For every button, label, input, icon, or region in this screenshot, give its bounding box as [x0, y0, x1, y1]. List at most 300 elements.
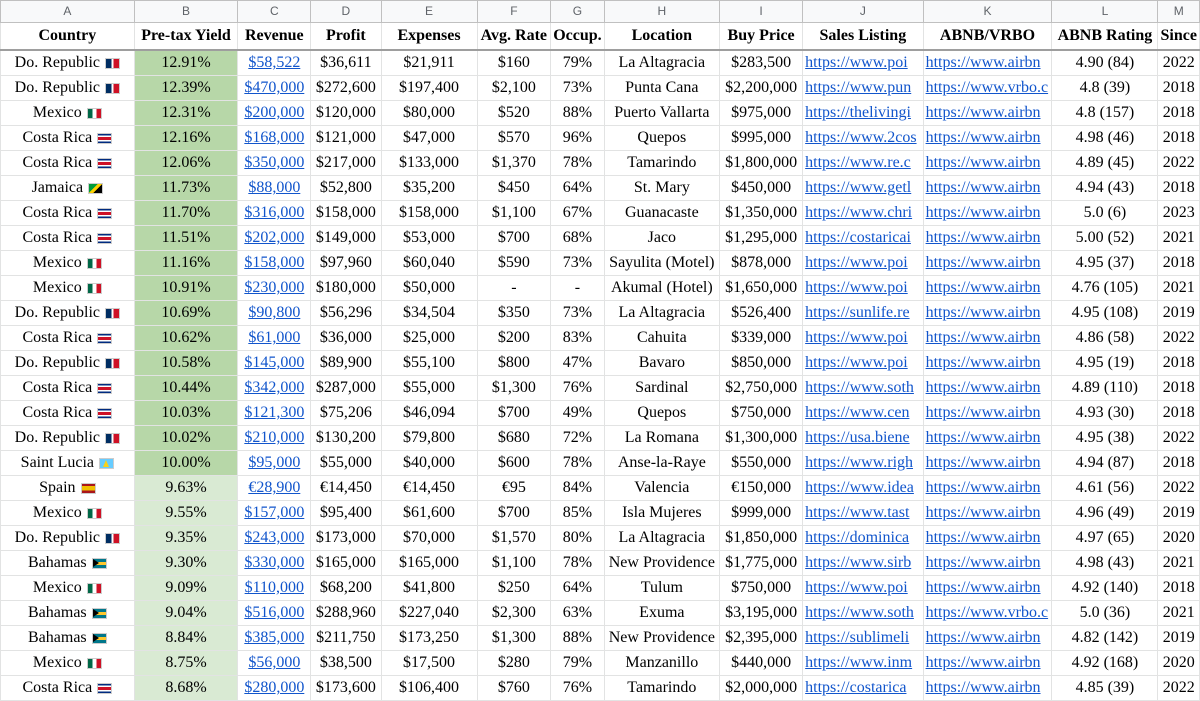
header-cell[interactable]: Since	[1158, 23, 1200, 51]
profit-cell[interactable]: $173,000	[311, 526, 381, 551]
buy-price-cell[interactable]: $2,750,000	[720, 376, 803, 401]
expenses-cell[interactable]: $133,000	[381, 151, 477, 176]
abnb-link[interactable]: https://www.airbn	[923, 251, 1052, 276]
yield-cell[interactable]: 8.84%	[134, 626, 238, 651]
profit-cell[interactable]: $97,960	[311, 251, 381, 276]
revenue-link[interactable]: $230,000	[238, 276, 311, 301]
buy-price-cell[interactable]: $999,000	[720, 501, 803, 526]
revenue-link[interactable]: $168,000	[238, 126, 311, 151]
column-letter-l[interactable]: L	[1052, 1, 1158, 23]
revenue-link[interactable]: $158,000	[238, 251, 311, 276]
revenue-link[interactable]: $280,000	[238, 676, 311, 701]
expenses-cell[interactable]: $55,000	[381, 376, 477, 401]
revenue-link[interactable]: $157,000	[238, 501, 311, 526]
buy-price-cell[interactable]: $440,000	[720, 651, 803, 676]
rate-cell[interactable]: $1,370	[477, 151, 551, 176]
location-cell[interactable]: Valencia	[604, 476, 719, 501]
revenue-link[interactable]: $316,000	[238, 201, 311, 226]
abnb-link[interactable]: https://www.vrbo.c	[923, 76, 1052, 101]
sales-listing-link[interactable]: https://www.poi	[803, 50, 923, 76]
location-cell[interactable]: New Providence	[604, 626, 719, 651]
rate-cell[interactable]: $160	[477, 50, 551, 76]
country-cell[interactable]	[1, 576, 135, 601]
occupancy-cell[interactable]: 64%	[551, 176, 604, 201]
location-cell[interactable]: Anse-la-Raye	[604, 451, 719, 476]
rate-cell[interactable]: $590	[477, 251, 551, 276]
expenses-cell[interactable]: $165,000	[381, 551, 477, 576]
since-cell[interactable]: 2019	[1158, 626, 1200, 651]
abnb-link[interactable]: https://www.airbn	[923, 676, 1052, 701]
buy-price-cell[interactable]: $1,350,000	[720, 201, 803, 226]
occupancy-cell[interactable]: 80%	[551, 526, 604, 551]
rating-cell[interactable]: 4.96 (49)	[1052, 501, 1158, 526]
column-letter-b[interactable]: B	[134, 1, 238, 23]
abnb-link[interactable]: https://www.airbn	[923, 101, 1052, 126]
revenue-link[interactable]: $58,522	[238, 50, 311, 76]
since-cell[interactable]: 2021	[1158, 276, 1200, 301]
rating-cell[interactable]: 4.93 (30)	[1052, 401, 1158, 426]
since-cell[interactable]: 2018	[1158, 101, 1200, 126]
profit-cell[interactable]: $55,000	[311, 451, 381, 476]
yield-cell[interactable]: 9.63%	[134, 476, 238, 501]
profit-cell[interactable]: $130,200	[311, 426, 381, 451]
rating-cell[interactable]: 5.0 (6)	[1052, 201, 1158, 226]
profit-cell[interactable]: $180,000	[311, 276, 381, 301]
rating-cell[interactable]: 5.0 (36)	[1052, 601, 1158, 626]
expenses-cell[interactable]: $21,911	[381, 50, 477, 76]
profit-cell[interactable]: $158,000	[311, 201, 381, 226]
location-cell[interactable]: Isla Mujeres	[604, 501, 719, 526]
abnb-link[interactable]: https://www.airbn	[923, 401, 1052, 426]
sales-listing-link[interactable]: https://www.righ	[803, 451, 923, 476]
location-cell[interactable]: Tulum	[604, 576, 719, 601]
header-cell[interactable]: Avg. Rate	[477, 23, 551, 51]
column-letter-h[interactable]: H	[604, 1, 719, 23]
profit-cell[interactable]: $120,000	[311, 101, 381, 126]
location-cell[interactable]: Akumal (Hotel)	[604, 276, 719, 301]
rate-cell[interactable]: $200	[477, 326, 551, 351]
expenses-cell[interactable]: $158,000	[381, 201, 477, 226]
since-cell[interactable]: 2019	[1158, 301, 1200, 326]
buy-price-cell[interactable]: $1,295,000	[720, 226, 803, 251]
occupancy-cell[interactable]: 73%	[551, 251, 604, 276]
since-cell[interactable]: 2018	[1158, 126, 1200, 151]
occupancy-cell[interactable]: 73%	[551, 301, 604, 326]
profit-cell[interactable]: $217,000	[311, 151, 381, 176]
since-cell[interactable]: 2018	[1158, 351, 1200, 376]
country-cell[interactable]	[1, 476, 135, 501]
buy-price-cell[interactable]: €150,000	[720, 476, 803, 501]
abnb-link[interactable]: https://www.vrbo.c	[923, 601, 1052, 626]
location-cell[interactable]: La Romana	[604, 426, 719, 451]
revenue-link[interactable]: $88,000	[238, 176, 311, 201]
abnb-link[interactable]: https://www.airbn	[923, 201, 1052, 226]
column-letter-j[interactable]: J	[803, 1, 923, 23]
expenses-cell[interactable]: $34,504	[381, 301, 477, 326]
revenue-link[interactable]: $145,000	[238, 351, 311, 376]
country-cell[interactable]	[1, 151, 135, 176]
column-letter-e[interactable]: E	[381, 1, 477, 23]
rate-cell[interactable]: $600	[477, 451, 551, 476]
occupancy-cell[interactable]: 79%	[551, 50, 604, 76]
revenue-link[interactable]: $516,000	[238, 601, 311, 626]
occupancy-cell[interactable]: 72%	[551, 426, 604, 451]
profit-cell[interactable]: $149,000	[311, 226, 381, 251]
location-cell[interactable]: Quepos	[604, 126, 719, 151]
country-cell[interactable]	[1, 401, 135, 426]
expenses-cell[interactable]: $47,000	[381, 126, 477, 151]
profit-cell[interactable]: $165,000	[311, 551, 381, 576]
since-cell[interactable]: 2018	[1158, 451, 1200, 476]
yield-cell[interactable]: 10.91%	[134, 276, 238, 301]
revenue-link[interactable]: $243,000	[238, 526, 311, 551]
expenses-cell[interactable]: $40,000	[381, 451, 477, 476]
sales-listing-link[interactable]: https://www.cen	[803, 401, 923, 426]
sales-listing-link[interactable]: https://www.tast	[803, 501, 923, 526]
country-cell[interactable]	[1, 126, 135, 151]
location-cell[interactable]: Sayulita (Motel)	[604, 251, 719, 276]
abnb-link[interactable]: https://www.airbn	[923, 551, 1052, 576]
column-letter-m[interactable]: M	[1158, 1, 1200, 23]
rate-cell[interactable]: $1,300	[477, 376, 551, 401]
profit-cell[interactable]: $121,000	[311, 126, 381, 151]
sales-listing-link[interactable]: https://www.poi	[803, 576, 923, 601]
country-cell[interactable]	[1, 176, 135, 201]
yield-cell[interactable]: 11.51%	[134, 226, 238, 251]
rating-cell[interactable]: 4.95 (38)	[1052, 426, 1158, 451]
occupancy-cell[interactable]: 76%	[551, 376, 604, 401]
yield-cell[interactable]: 12.31%	[134, 101, 238, 126]
sales-listing-link[interactable]: https://costarica	[803, 676, 923, 701]
country-cell[interactable]	[1, 50, 135, 76]
column-letter-g[interactable]: G	[551, 1, 604, 23]
since-cell[interactable]: 2023	[1158, 201, 1200, 226]
rating-cell[interactable]: 4.61 (56)	[1052, 476, 1158, 501]
location-cell[interactable]: St. Mary	[604, 176, 719, 201]
occupancy-cell[interactable]: 85%	[551, 501, 604, 526]
expenses-cell[interactable]: $17,500	[381, 651, 477, 676]
since-cell[interactable]: 2019	[1158, 501, 1200, 526]
country-cell[interactable]	[1, 426, 135, 451]
rating-cell[interactable]: 4.95 (19)	[1052, 351, 1158, 376]
header-cell[interactable]: Location	[604, 23, 719, 51]
location-cell[interactable]: Punta Cana	[604, 76, 719, 101]
country-cell[interactable]	[1, 501, 135, 526]
revenue-link[interactable]: $90,800	[238, 301, 311, 326]
header-cell[interactable]: Profit	[311, 23, 381, 51]
rating-cell[interactable]: 4.90 (84)	[1052, 50, 1158, 76]
revenue-link[interactable]: $200,000	[238, 101, 311, 126]
occupancy-cell[interactable]: 76%	[551, 676, 604, 701]
country-cell[interactable]	[1, 376, 135, 401]
country-cell[interactable]	[1, 76, 135, 101]
country-cell[interactable]	[1, 601, 135, 626]
sales-listing-link[interactable]: https://usa.biene	[803, 426, 923, 451]
since-cell[interactable]: 2021	[1158, 601, 1200, 626]
yield-cell[interactable]: 12.39%	[134, 76, 238, 101]
sales-listing-link[interactable]: https://www.sirb	[803, 551, 923, 576]
revenue-link[interactable]: $342,000	[238, 376, 311, 401]
rate-cell[interactable]: $350	[477, 301, 551, 326]
country-cell[interactable]	[1, 626, 135, 651]
profit-cell[interactable]: $288,960	[311, 601, 381, 626]
location-cell[interactable]: Puerto Vallarta	[604, 101, 719, 126]
rating-cell[interactable]: 4.76 (105)	[1052, 276, 1158, 301]
expenses-cell[interactable]: $106,400	[381, 676, 477, 701]
buy-price-cell[interactable]: $1,800,000	[720, 151, 803, 176]
rate-cell[interactable]: $700	[477, 401, 551, 426]
rate-cell[interactable]: $1,300	[477, 626, 551, 651]
expenses-cell[interactable]: $80,000	[381, 101, 477, 126]
rate-cell[interactable]: €95	[477, 476, 551, 501]
rate-cell[interactable]: $450	[477, 176, 551, 201]
expenses-cell[interactable]: $41,800	[381, 576, 477, 601]
profit-cell[interactable]: $56,296	[311, 301, 381, 326]
column-letter-i[interactable]: I	[720, 1, 803, 23]
country-cell[interactable]	[1, 101, 135, 126]
sales-listing-link[interactable]: https://dominica	[803, 526, 923, 551]
profit-cell[interactable]: $287,000	[311, 376, 381, 401]
since-cell[interactable]: 2021	[1158, 551, 1200, 576]
location-cell[interactable]: La Altagracia	[604, 526, 719, 551]
profit-cell[interactable]: $89,900	[311, 351, 381, 376]
sales-listing-link[interactable]: https://www.chri	[803, 201, 923, 226]
yield-cell[interactable]: 9.30%	[134, 551, 238, 576]
country-cell[interactable]	[1, 676, 135, 701]
revenue-link[interactable]: $350,000	[238, 151, 311, 176]
buy-price-cell[interactable]: $850,000	[720, 351, 803, 376]
rating-cell[interactable]: 4.92 (168)	[1052, 651, 1158, 676]
since-cell[interactable]: 2020	[1158, 526, 1200, 551]
rating-cell[interactable]: 4.95 (108)	[1052, 301, 1158, 326]
revenue-link[interactable]: $61,000	[238, 326, 311, 351]
buy-price-cell[interactable]: $526,400	[720, 301, 803, 326]
country-cell[interactable]	[1, 226, 135, 251]
buy-price-cell[interactable]: $2,395,000	[720, 626, 803, 651]
revenue-link[interactable]: $210,000	[238, 426, 311, 451]
since-cell[interactable]: 2018	[1158, 376, 1200, 401]
header-cell[interactable]: Pre-tax Yield	[134, 23, 238, 51]
occupancy-cell[interactable]: 78%	[551, 151, 604, 176]
since-cell[interactable]: 2022	[1158, 426, 1200, 451]
rating-cell[interactable]: 4.92 (140)	[1052, 576, 1158, 601]
buy-price-cell[interactable]: $339,000	[720, 326, 803, 351]
rating-cell[interactable]: 4.86 (58)	[1052, 326, 1158, 351]
buy-price-cell[interactable]: $283,500	[720, 50, 803, 76]
rate-cell[interactable]: $700	[477, 226, 551, 251]
since-cell[interactable]: 2022	[1158, 476, 1200, 501]
expenses-cell[interactable]: $60,040	[381, 251, 477, 276]
location-cell[interactable]: La Altagracia	[604, 301, 719, 326]
abnb-link[interactable]: https://www.airbn	[923, 126, 1052, 151]
yield-cell[interactable]: 9.55%	[134, 501, 238, 526]
since-cell[interactable]: 2018	[1158, 251, 1200, 276]
rate-cell[interactable]: $1,100	[477, 201, 551, 226]
header-cell[interactable]: Occup.	[551, 23, 604, 51]
expenses-cell[interactable]: $173,250	[381, 626, 477, 651]
rating-cell[interactable]: 5.00 (52)	[1052, 226, 1158, 251]
location-cell[interactable]: Tamarindo	[604, 676, 719, 701]
sales-listing-link[interactable]: https://www.poi	[803, 276, 923, 301]
expenses-cell[interactable]: $46,094	[381, 401, 477, 426]
rating-cell[interactable]: 4.95 (37)	[1052, 251, 1158, 276]
column-letter-d[interactable]: D	[311, 1, 381, 23]
yield-cell[interactable]: 11.16%	[134, 251, 238, 276]
sales-listing-link[interactable]: https://sublimeli	[803, 626, 923, 651]
header-cell[interactable]: Sales Listing	[803, 23, 923, 51]
rate-cell[interactable]: $280	[477, 651, 551, 676]
yield-cell[interactable]: 10.69%	[134, 301, 238, 326]
expenses-cell[interactable]: $53,000	[381, 226, 477, 251]
buy-price-cell[interactable]: $878,000	[720, 251, 803, 276]
occupancy-cell[interactable]: 83%	[551, 326, 604, 351]
profit-cell[interactable]: $52,800	[311, 176, 381, 201]
column-letter-a[interactable]: A	[1, 1, 135, 23]
rating-cell[interactable]: 4.85 (39)	[1052, 676, 1158, 701]
buy-price-cell[interactable]: $2,200,000	[720, 76, 803, 101]
buy-price-cell[interactable]: $3,195,000	[720, 601, 803, 626]
buy-price-cell[interactable]: $450,000	[720, 176, 803, 201]
location-cell[interactable]: New Providence	[604, 551, 719, 576]
location-cell[interactable]: Bavaro	[604, 351, 719, 376]
expenses-cell[interactable]: $70,000	[381, 526, 477, 551]
since-cell[interactable]: 2018	[1158, 576, 1200, 601]
yield-cell[interactable]: 12.06%	[134, 151, 238, 176]
revenue-link[interactable]: $95,000	[238, 451, 311, 476]
sales-listing-link[interactable]: https://www.re.c	[803, 151, 923, 176]
sales-listing-link[interactable]: https://www.poi	[803, 351, 923, 376]
country-cell[interactable]	[1, 276, 135, 301]
yield-cell[interactable]: 9.09%	[134, 576, 238, 601]
abnb-link[interactable]: https://www.airbn	[923, 226, 1052, 251]
expenses-cell[interactable]: $55,100	[381, 351, 477, 376]
yield-cell[interactable]: 10.00%	[134, 451, 238, 476]
profit-cell[interactable]: $211,750	[311, 626, 381, 651]
sales-listing-link[interactable]: https://www.getl	[803, 176, 923, 201]
occupancy-cell[interactable]: 63%	[551, 601, 604, 626]
column-letter-k[interactable]: K	[923, 1, 1052, 23]
yield-cell[interactable]: 10.58%	[134, 351, 238, 376]
yield-cell[interactable]: 10.03%	[134, 401, 238, 426]
buy-price-cell[interactable]: $1,850,000	[720, 526, 803, 551]
rate-cell[interactable]: $800	[477, 351, 551, 376]
since-cell[interactable]: 2018	[1158, 76, 1200, 101]
location-cell[interactable]: Tamarindo	[604, 151, 719, 176]
revenue-link[interactable]: $202,000	[238, 226, 311, 251]
profit-cell[interactable]: €14,450	[311, 476, 381, 501]
buy-price-cell[interactable]: $750,000	[720, 401, 803, 426]
buy-price-cell[interactable]: $1,650,000	[720, 276, 803, 301]
abnb-link[interactable]: https://www.airbn	[923, 351, 1052, 376]
abnb-link[interactable]: https://www.airbn	[923, 476, 1052, 501]
abnb-link[interactable]: https://www.airbn	[923, 526, 1052, 551]
location-cell[interactable]: Manzanillo	[604, 651, 719, 676]
yield-cell[interactable]: 9.35%	[134, 526, 238, 551]
abnb-link[interactable]: https://www.airbn	[923, 176, 1052, 201]
sales-listing-link[interactable]: https://www.2cos	[803, 126, 923, 151]
buy-price-cell[interactable]: $2,000,000	[720, 676, 803, 701]
location-cell[interactable]: Guanacaste	[604, 201, 719, 226]
sales-listing-link[interactable]: https://www.idea	[803, 476, 923, 501]
rating-cell[interactable]: 4.94 (43)	[1052, 176, 1158, 201]
abnb-link[interactable]: https://www.airbn	[923, 376, 1052, 401]
occupancy-cell[interactable]: -	[551, 276, 604, 301]
rating-cell[interactable]: 4.94 (87)	[1052, 451, 1158, 476]
expenses-cell[interactable]: $50,000	[381, 276, 477, 301]
rate-cell[interactable]: $680	[477, 426, 551, 451]
rating-cell[interactable]: 4.98 (46)	[1052, 126, 1158, 151]
sales-listing-link[interactable]: https://www.pun	[803, 76, 923, 101]
expenses-cell[interactable]: $197,400	[381, 76, 477, 101]
country-cell[interactable]	[1, 551, 135, 576]
profit-cell[interactable]: $95,400	[311, 501, 381, 526]
country-cell[interactable]	[1, 301, 135, 326]
country-cell[interactable]	[1, 451, 135, 476]
rate-cell[interactable]: $2,300	[477, 601, 551, 626]
buy-price-cell[interactable]: $550,000	[720, 451, 803, 476]
rate-cell[interactable]: -	[477, 276, 551, 301]
column-letter-c[interactable]: C	[238, 1, 311, 23]
header-cell[interactable]: Revenue	[238, 23, 311, 51]
abnb-link[interactable]: https://www.airbn	[923, 501, 1052, 526]
yield-cell[interactable]: 10.44%	[134, 376, 238, 401]
yield-cell[interactable]: 9.04%	[134, 601, 238, 626]
abnb-link[interactable]: https://www.airbn	[923, 301, 1052, 326]
revenue-link[interactable]: $121,300	[238, 401, 311, 426]
since-cell[interactable]: 2018	[1158, 176, 1200, 201]
since-cell[interactable]: 2022	[1158, 151, 1200, 176]
buy-price-cell[interactable]: $750,000	[720, 576, 803, 601]
profit-cell[interactable]: $173,600	[311, 676, 381, 701]
profit-cell[interactable]: $36,000	[311, 326, 381, 351]
rating-cell[interactable]: 4.8 (157)	[1052, 101, 1158, 126]
since-cell[interactable]: 2022	[1158, 676, 1200, 701]
rate-cell[interactable]: $1,100	[477, 551, 551, 576]
buy-price-cell[interactable]: $1,300,000	[720, 426, 803, 451]
rate-cell[interactable]: $760	[477, 676, 551, 701]
location-cell[interactable]: Cahuita	[604, 326, 719, 351]
yield-cell[interactable]: 11.70%	[134, 201, 238, 226]
yield-cell[interactable]: 10.02%	[134, 426, 238, 451]
rate-cell[interactable]: $250	[477, 576, 551, 601]
rate-cell[interactable]: $700	[477, 501, 551, 526]
rate-cell[interactable]: $1,570	[477, 526, 551, 551]
location-cell[interactable]: Sardinal	[604, 376, 719, 401]
country-cell[interactable]	[1, 526, 135, 551]
sales-listing-link[interactable]: https://www.poi	[803, 251, 923, 276]
occupancy-cell[interactable]: 68%	[551, 226, 604, 251]
header-cell[interactable]: Country	[1, 23, 135, 51]
buy-price-cell[interactable]: $1,775,000	[720, 551, 803, 576]
profit-cell[interactable]: $36,611	[311, 50, 381, 76]
profit-cell[interactable]: $75,206	[311, 401, 381, 426]
sales-listing-link[interactable]: https://www.inm	[803, 651, 923, 676]
revenue-link[interactable]: $110,000	[238, 576, 311, 601]
occupancy-cell[interactable]: 73%	[551, 76, 604, 101]
occupancy-cell[interactable]: 96%	[551, 126, 604, 151]
profit-cell[interactable]: $68,200	[311, 576, 381, 601]
sales-listing-link[interactable]: https://www.soth	[803, 601, 923, 626]
buy-price-cell[interactable]: $975,000	[720, 101, 803, 126]
since-cell[interactable]: 2018	[1158, 401, 1200, 426]
expenses-cell[interactable]: $79,800	[381, 426, 477, 451]
occupancy-cell[interactable]: 88%	[551, 101, 604, 126]
profit-cell[interactable]: $272,600	[311, 76, 381, 101]
rating-cell[interactable]: 4.8 (39)	[1052, 76, 1158, 101]
occupancy-cell[interactable]: 47%	[551, 351, 604, 376]
abnb-link[interactable]: https://www.airbn	[923, 151, 1052, 176]
expenses-cell[interactable]: €14,450	[381, 476, 477, 501]
